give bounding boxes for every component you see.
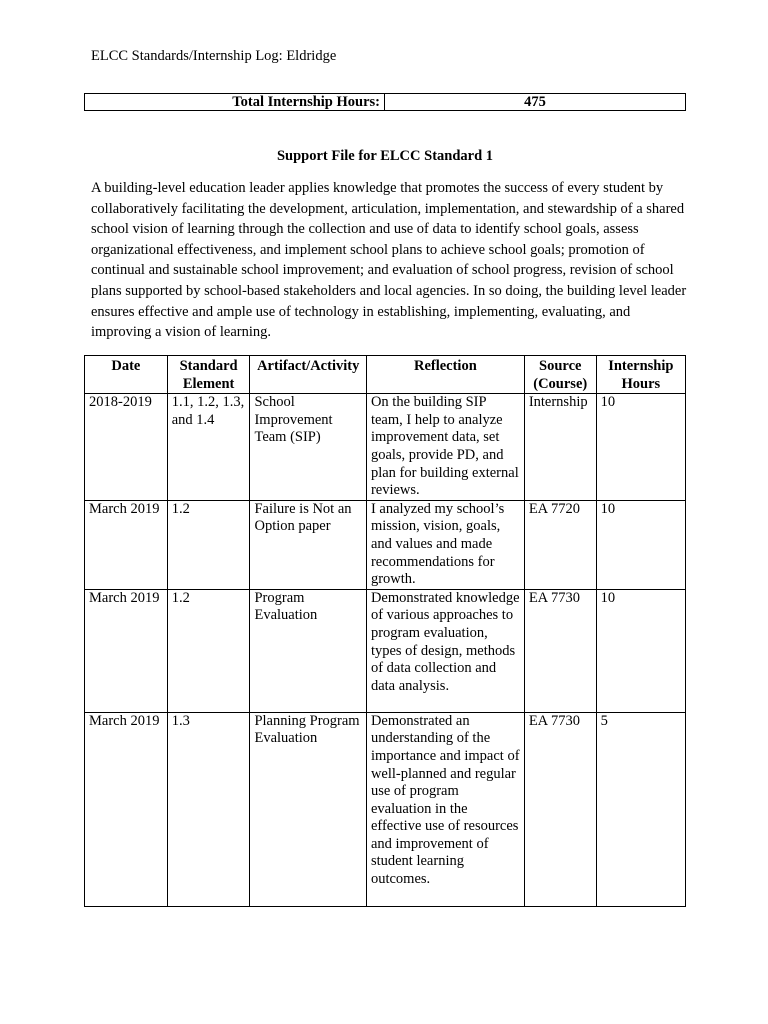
cell-artifact: Planning Program Evaluation — [250, 712, 366, 906]
total-hours-value: 475 — [385, 94, 686, 111]
cell-date: March 2019 — [85, 712, 168, 906]
cell-hours: 10 — [596, 394, 685, 501]
cell-reflection: Demonstrated knowledge of various approaches to program evaluation, types of design, methods of data collection and data analysis. — [366, 589, 524, 712]
table-row — [85, 712, 686, 906]
section-title: Support File for ELCC Standard 1 — [276, 148, 494, 164]
header-standard-element: Standard Element — [167, 356, 250, 394]
cell-artifact: School Improvement Team (SIP) — [250, 394, 366, 501]
table-row — [85, 394, 686, 501]
header-hours: Internship Hours — [596, 356, 685, 394]
cell-hours: 5 — [596, 712, 685, 906]
cell-standard-element: 1.2 — [167, 589, 250, 712]
cell-reflection: Demonstrated an understanding of the importance and impact of well-planned and regular use of program evaluation in the effective use of resources and improvement of student learning outcomes. — [366, 712, 524, 906]
total-hours-label: Total Internship Hours: — [85, 94, 385, 111]
cell-date: March 2019 — [85, 589, 168, 712]
cell-reflection: I analyzed my school’s mission, vision, goals, and values and made recommendations for growth. — [366, 500, 524, 589]
header-source: Source (Course) — [524, 356, 596, 394]
cell-standard-element: 1.2 — [167, 500, 250, 589]
table-row — [85, 500, 686, 589]
cell-source: EA 7720 — [524, 500, 596, 589]
total-hours-table — [84, 93, 686, 111]
cell-source: Internship — [524, 394, 596, 501]
cell-artifact: Failure is Not an Option paper — [250, 500, 366, 589]
cell-reflection: On the building SIP team, I help to analyze improvement data, set goals, provide PD, and plan for building external reviews. — [366, 394, 524, 501]
cell-source: EA 7730 — [524, 712, 596, 906]
cell-standard-element: 1.3 — [167, 712, 250, 906]
table-header-row — [85, 356, 686, 394]
header-date: Date — [85, 356, 168, 394]
cell-date: 2018-2019 — [85, 394, 168, 501]
standard-description: A building-level education leader applies knowledge that promotes the success of every student by collaboratively facilitating the development, articulation, implementation, and stewardship of a shared school vision of learning through the collection and use of data to identify school goals, assess organizational effectiveness, and implement school plans to achieve school goals; promotion of continual and sustainable school improvement; and evaluation of school progress, revision of school plans supported by school-based stakeholders and local agencies. In so doing, the building level leader ensures effective and ample use of technology in establishing, implementing, evaluating, and improving a vision of learning. — [91, 180, 687, 341]
table-row — [85, 589, 686, 712]
cell-hours: 10 — [596, 500, 685, 589]
header-artifact: Artifact/Activity — [250, 356, 366, 394]
cell-date: March 2019 — [85, 500, 168, 589]
header-reflection: Reflection — [366, 356, 524, 394]
cell-source: EA 7730 — [524, 589, 596, 712]
page-header: ELCC Standards/Internship Log: Eldridge — [91, 48, 337, 64]
cell-artifact: Program Evaluation — [250, 589, 366, 712]
internship-log-table — [84, 355, 686, 907]
cell-standard-element: 1.1, 1.2, 1.3, and 1.4 — [167, 394, 250, 501]
total-hours-row — [85, 94, 686, 111]
cell-hours: 10 — [596, 589, 685, 712]
